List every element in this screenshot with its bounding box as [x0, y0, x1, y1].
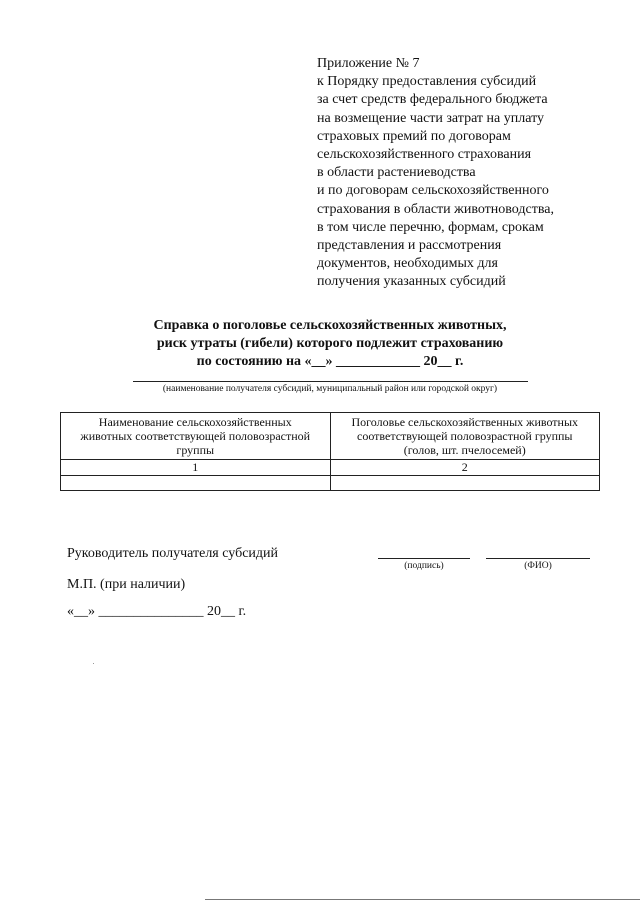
- title-line: по состоянию на «__» ____________ 20__ г.: [196, 354, 464, 369]
- date-line: «__» _______________ 20__ г.: [67, 604, 247, 619]
- header-animal-group: [61, 413, 331, 460]
- table-row: [61, 476, 600, 491]
- appendix-line: Приложение № 7: [317, 56, 420, 71]
- header-line: Поголовье сельскохозяйственных животных: [351, 415, 579, 429]
- recipient-name-field[interactable]: [133, 381, 528, 382]
- appendix-line: в области растениеводства: [317, 165, 476, 181]
- appendix-line: в том числе перечню, формам, срокам: [317, 219, 544, 235]
- header-line: животных соответствующей половозрастной: [80, 429, 311, 443]
- signature-caption: (подпись): [404, 561, 444, 571]
- header-line: соответствующей половозрастной группы: [357, 429, 573, 443]
- header-line: (голов, шт. пчелосемей): [403, 443, 526, 457]
- appendix-line: документов, необходимых для: [317, 256, 498, 272]
- full-name-field[interactable]: [486, 558, 590, 559]
- title-line: Справка о поголовье сельскохозяйственных животных,: [153, 318, 507, 333]
- bottom-scan-edge: [205, 899, 640, 900]
- header-headcount: [330, 413, 600, 460]
- table-cell-headcount[interactable]: [330, 476, 600, 491]
- table-cell-animal-group[interactable]: [61, 476, 331, 491]
- appendix-line: представления и рассмотрения: [317, 238, 502, 254]
- title-line: риск утраты (гибели) которого подлежит страхованию: [156, 336, 504, 351]
- signatory-label: Руководитель получателя субсидий: [67, 546, 279, 561]
- livestock-table: [60, 412, 600, 491]
- appendix-line: сельскохозяйственного страхования: [317, 147, 532, 163]
- header-line: Наименование сельскохозяйственных: [98, 415, 292, 429]
- signature-field[interactable]: [378, 558, 470, 559]
- scan-artifact: [93, 663, 94, 664]
- full-name-caption: (ФИО): [524, 561, 552, 571]
- document-title: [60, 317, 600, 371]
- appendix-line: получения указанных субсидий: [317, 274, 506, 290]
- appendix-reference-block: [317, 55, 617, 292]
- recipient-caption: (наименование получателя субсидий, муниципальный район или городской округ): [162, 384, 498, 394]
- table-header-row: [61, 413, 600, 460]
- appendix-line: и по договорам сельскохозяйственного: [317, 183, 549, 199]
- column-number-row: [61, 460, 600, 476]
- header-line: группы: [176, 443, 215, 457]
- appendix-line: страховых премий по договорам: [317, 128, 511, 144]
- appendix-line: на возмещение части затрат на уплату: [317, 110, 545, 126]
- appendix-line: страхования в области животноводства,: [317, 201, 554, 217]
- appendix-line: к Порядку предоставления субсидий: [317, 74, 537, 90]
- appendix-line: за счет средств федерального бюджета: [317, 92, 548, 108]
- column-number: 2: [330, 460, 600, 476]
- column-number: 1: [61, 460, 331, 476]
- seal-place-label: М.П. (при наличии): [67, 577, 186, 592]
